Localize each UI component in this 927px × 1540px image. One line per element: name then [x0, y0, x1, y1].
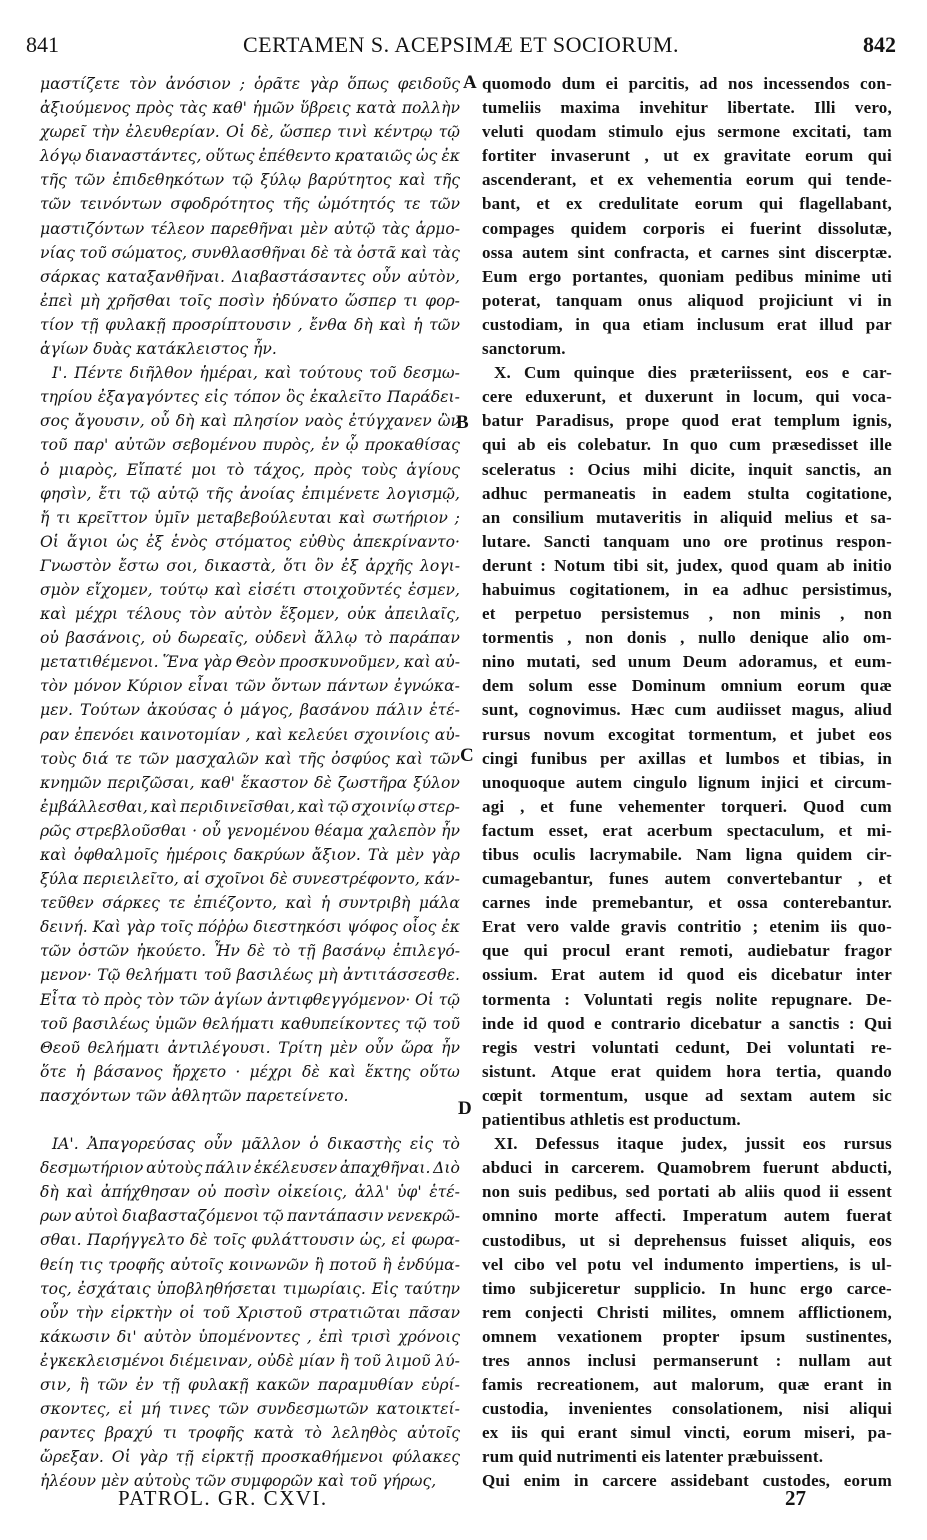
text-line: fortiter invaserunt , ut ex gravitate eorum qui — [482, 146, 892, 166]
text-line: omnem vexationem propter ipsum sustinentes, — [482, 1326, 892, 1346]
text-line: σος ἄγουσιν, οὗ δὴ καὶ πλησίον ναὸς ἐτύγχανεν ὢν — [40, 412, 460, 431]
text-line: habuimus cogitationem, in ea adhuc persistimus, — [482, 579, 892, 599]
text-line: ραν ἐπενόει καινοτομίαν , καὶ κελεύει σχοινίοις αὐ- — [40, 725, 460, 744]
text-line: Γνωστὸν ἔστω σοι, δικαστὰ, ὅτι ὃν ἐξ ἀρχῆς λογι- — [40, 556, 460, 575]
text-line: ex iis qui erant simul vincti, eorum miseri, pa- — [482, 1423, 892, 1443]
text-line: batur Paradisus, prope quod erat templum ignis, — [482, 411, 892, 431]
text-line: νίας τοῦ σώματος, συνθλασθῆναι δὲ τὰ ὀστᾶ καὶ τὰς — [40, 243, 460, 262]
text-line: ρων αὐτοὶ διαβασταζόμενοι τῷ παντάπασιν νενεκρῶ- — [40, 1207, 460, 1226]
text-line: cœpit tormentum, usque ad sextam autem sic — [482, 1085, 892, 1105]
text-line: cere eduxerunt, et duxerunt in locum, qui voca- — [482, 387, 892, 407]
text-line: adhuc permaneatis in eadem stulta cogitatione, — [482, 483, 892, 503]
text-line: veluti quodam stimulo ejus sermone excitati, tam — [482, 122, 892, 142]
text-line: custodibus, ut si deprehensus fuisset aliquis, eos — [482, 1230, 892, 1250]
text-line: θείη τις τροφῆς αὐτοῖς κοινωνῶν ἢ ποτοῦ ἢ ἐνδύμα- — [40, 1255, 460, 1274]
section-marker-b: B — [456, 412, 469, 433]
text-line: ὤρεξαν. Οἱ γὰρ τῇ εἱρκτῇ προσκαθήμενοι φύλακες — [40, 1448, 460, 1467]
text-line: regis vestri voluntati cedunt, Dei voluntati re- — [482, 1037, 892, 1057]
text-line: unoquoque autem cingulo lignum injici et circum- — [482, 772, 892, 792]
text-line: tumeliis maxima invehitur libertate. Illi vero, — [482, 98, 892, 118]
text-line: καὶ ὀφθαλμοῖς ἡμέροις δακρύων ἄξιον. Τὰ μὲν γὰρ — [40, 846, 460, 864]
text-line: carnes inde premebantur, et ossa conterebantur. — [482, 893, 892, 913]
text-line: Ι'. Πέντε διῆλθον ἡμέραι, καὶ τούτους τοῦ δεσμω- — [52, 364, 460, 383]
text-line: cingi funibus per axillas et lumbos et tibias, in — [482, 748, 892, 768]
text-line: timo subjiceretur supplicio. In hunc ergo carce- — [482, 1278, 892, 1298]
text-line: ἐγκεκλεισμένοι διέμειναν, οὐδὲ μίαν ἢ τοῦ λιμοῦ λύ- — [40, 1351, 460, 1370]
text-line: Οἱ ἅγιοι ὡς ἐξ ἑνὸς στόματος εὐθὺς ἀπεκρίναντο· — [40, 532, 460, 551]
text-line: ascenderant, et ex vehementia eorum qui tende- — [482, 170, 892, 190]
text-line: τῆς τῶν ἐπιδεθηκότων τῷ ξύλῳ βαρύτητος καὶ τῆς — [40, 171, 460, 190]
text-line: σκοντες, εἰ μή τινες τῶν συνδεσμωτῶν κατοικτεί- — [40, 1400, 460, 1419]
text-line: χωρεῖ τὴν ἐλευθερίαν. Οἱ δὲ, ὥσπερ τινὶ κέντρῳ τῷ — [40, 123, 460, 142]
text-line: rem conjecti Christi milites, omnem afflictionem, — [482, 1302, 892, 1322]
latin-text-column — [482, 72, 892, 1494]
text-line: factum esset, erat acerbum spectaculum, et mi- — [482, 820, 892, 840]
text-line: cumagebantur, funes autem convertebantur , et — [482, 869, 892, 889]
text-line: Qui enim in carcere assidebant custodes, eorum — [482, 1471, 892, 1491]
text-line: sanctorum. — [482, 339, 566, 359]
text-line: patientibus athletis est productum. — [482, 1110, 741, 1130]
text-line: τεῦθεν σάρκες τε ἐπιέζοντο, καὶ ἡ συντριβὴ μάλα — [40, 894, 460, 913]
text-line: σάρκας καταξανθῆναι. Διαβαστάσαντες οὖν αὐτὸν, — [40, 267, 460, 286]
text-line: κάκωσιν δι' αὐτὸν ὑπομένοντες , ἐπὶ τρισὶ χρόνοις — [40, 1327, 460, 1346]
text-line: οὖν τὴν εἱρκτὴν οἱ τοῦ Χριστοῦ στρατιῶται πᾶσαν — [40, 1303, 460, 1322]
text-line: rum quid nutrimenti eis latenter præbuissent. — [482, 1447, 824, 1467]
text-line: οὐ βασάνοις, οὐ δωρεαῖς, οὐδενὶ ἄλλῳ τὸ παράπαν — [40, 629, 460, 648]
text-line: ραντες βραχύ τι τροφῆς κατὰ τὸ λεληθὸς αὐτοῖς — [40, 1424, 460, 1443]
text-line: tormentis , non donis , nullo denique alio om- — [482, 628, 892, 648]
text-line: ὅτε ἡ βάσανος ἤρχετο · μέχρι δὲ καὶ ἕκτης οὕτω — [40, 1062, 460, 1081]
text-line: φησὶν, ἔτι τῷ αὐτῷ τῆς ἀνοίας ἐπιμένετε λογισμῷ, — [40, 484, 460, 503]
text-line: λόγῳ διαναστάντες, οὕτως ἐπέθεντο κραταιῶς ὡς ἐκ — [40, 147, 460, 166]
text-line: μαστιζόντων τέλεον παρεθῆναι μὲν αὐτῷ τὰς ἁρμο- — [40, 219, 460, 238]
text-line: ἠλέουν μὲν αὐτοὺς τῶν συμφορῶν καὶ τοῦ γήρως, — [40, 1472, 437, 1491]
greek-text-column — [40, 72, 460, 1493]
section-marker-d: D — [458, 1098, 472, 1119]
text-line: nino mutati, sed unum Deum adoramus, et eum- — [482, 652, 892, 672]
text-line: τῶν τεινόντων σφοδρότητος τῆς ὠμότητός τε τῶν — [40, 195, 460, 214]
text-line: abduci in carcerem. Quamobrem fuerunt abducti, — [482, 1158, 892, 1178]
paragraph-gap — [40, 1108, 460, 1132]
text-line: μενον· Τῷ θελήματι τοῦ βασιλέως μὴ ἀντιτάσσεσθε. — [40, 966, 460, 985]
signature-number: 27 — [785, 1486, 806, 1510]
text-line: X. Cum quinque dies præteriissent, eos e car- — [494, 363, 892, 383]
text-line: ΙΑ'. Ἀπαγορεύσας οὖν μᾶλλον ὁ δικαστὴς εἰς τὸ — [52, 1135, 460, 1154]
text-line: τίον τῇ φυλακῇ προσρίπτουσιν , ἔνθα δὴ καὶ ἡ τῶν — [40, 315, 460, 334]
section-marker-c: C — [460, 745, 474, 766]
text-line: ossa autem sint confracta, et carnes sint discerptæ. — [482, 242, 892, 262]
text-line: καὶ μέχρι τέλους τὸν αὐτὸν ἕξομεν, οὐκ ἀπειλαῖς, — [40, 605, 460, 624]
text-line: ἁγίων δυὰς κατάκλειστος ἦν. — [40, 340, 277, 359]
text-line: σμὸν εἴχομεν, τούτῳ καὶ εἰσέτι στοιχοῦντές ἐσμεν, — [40, 580, 460, 599]
text-line: σθαι. Παρήγγελτο δὲ τοῖς φυλάττουσιν ὡς, εἰ φωρα- — [40, 1231, 460, 1250]
text-line: τηρίου ἐξαγαγόντες εἰς τόπον ὃς ἐκαλεῖτο Παράδει- — [40, 388, 460, 407]
text-line: et perpetuo persistemus , non minis , non — [482, 604, 892, 624]
text-line: σιν, ἢ τῶν ἐν τῇ φυλακῇ κακῶν παραμυθίαν εὑρί- — [40, 1375, 460, 1394]
text-line: qui ab eis colebatur. In quo cum præsedisset ille — [482, 435, 892, 455]
page-header — [26, 32, 896, 62]
text-line: ἐπεὶ μὴ χρῆσθαι τοῖς ποσὶν ἠδύνατο ὥσπερ τι φορ- — [40, 291, 460, 310]
text-line: Εἶτα τὸ πρὸς τὸν τῶν ἁγίων ἀντιφθεγγόμενον· Οἱ τῷ — [40, 990, 460, 1009]
text-line: dem solum esse Dominum omnium eorum quæ — [482, 676, 892, 696]
text-line: δεσμωτήριον αὐτοὺς πάλιν ἐκέλευσεν ἀπαχθῆναι. Διὸ — [40, 1159, 460, 1178]
text-line: tres annos inclusi permanserunt : nullam aut — [482, 1350, 892, 1370]
text-line: μαστίζετε τὸν ἀνόσιον ; ὁρᾶτε γὰρ ὅπως φειδοῦς — [40, 75, 460, 93]
text-line: poterat, tanquam onus aliquod projiciunt vi in — [482, 290, 892, 310]
text-line: τοὺς διά τε τῶν μασχαλῶν καὶ τῆς ὀσφύος καὶ τῶν — [40, 749, 460, 768]
text-line: lutare. Sancti tanquam uno ore protinus respon- — [482, 531, 892, 551]
text-line: ὁ μιαρὸς, Εἴπατέ μοι τὸ τάχος, πρὸς τοὺς ἁγίους — [40, 460, 460, 479]
text-line: δεινή. Καὶ γὰρ τοῖς πόῤῥω διεστηκόσι ψόφος οἷος ἐκ — [40, 918, 460, 937]
text-line: agi , et fune vehementer torqueri. Quod cum — [482, 796, 892, 816]
text-line: Eum ergo portantes, quoniam pedibus minime uti — [482, 266, 892, 286]
left-column-number: 841 — [26, 32, 59, 57]
text-line: XI. Defessus itaque judex, jussit eos rursus — [494, 1134, 892, 1154]
text-line: τοῦ παρ' αὐτῶν σεβομένου πυρὸς, ἐν ᾧ προκαθίσας — [40, 436, 460, 455]
text-line: non suis pedibus, sed portati ab aliis quod ii essent — [482, 1182, 892, 1202]
text-line: δὴ καὶ ἀπήχθησαν οὐ ποσὶν οἰκείοις, ἀλλ' ὑφ' ἑτέ- — [40, 1183, 460, 1202]
text-line: inde id quod e contrario dicebatur a sanctis : Qui — [482, 1013, 892, 1033]
text-line: rursus novum excogitat tormentum, et jubet eos — [482, 724, 892, 744]
text-line: custodiam, in qua etiam inclusum erat illud par — [482, 314, 892, 334]
text-line: sceleratus : Ocius mihi dicite, inquit sanctis, an — [482, 459, 892, 479]
text-line: ἀξιούμενος πρὸς τὰς καθ' ἡμῶν ὕβρεις κατὰ πολλὴν — [40, 99, 460, 118]
text-line: κνημῶν περιζῶσαι, καθ' ἕκαστον δὲ ζωστῆρα ξύλον — [40, 773, 460, 792]
text-line: an consilium mutaveritis in aliquid melius et sa- — [482, 507, 892, 527]
text-line: Erat vero valde gravis contritio ; etenim iis quo- — [482, 917, 892, 937]
text-line: famis recreationem, aut malorum, quæ erant in — [482, 1375, 892, 1395]
text-line: ρῶς στρεβλοῦσθαι · οὗ γενομένου θέαμα χαλεπὸν ἦν — [40, 821, 460, 840]
text-line: τὸν μόνον Κύριον εἶναι τῶν ὄντων πάντων ἐγνώκα- — [40, 677, 460, 696]
text-line: sunt, cognovimus. Hæc cum audiisset magus, aliud — [482, 700, 892, 720]
text-line: τῶν ὀστῶν ἠκούετο. Ἦν δὲ τὸ τῇ βασάνῳ ἐπιλεγό- — [40, 942, 460, 961]
text-line: ossium. Erat autem id quod eis dicebatur inter — [482, 965, 892, 985]
text-line: τος, ἐσχάταις ὑποβληθήσεται τιμωρίαις. Εἰς ταύτην — [40, 1279, 460, 1298]
text-line: quomodo dum ei parcitis, ad nos incessendos con- — [482, 74, 892, 93]
text-line: que qui procul erant remoti, audiebatur fragor — [482, 941, 892, 961]
text-line: sistunt. Atque erat quidem hora tertia, quando — [482, 1061, 892, 1081]
text-line: ἤ τι κρεῖττον ὑμῖν μεταβεβούλευται καὶ σωτήριον ; — [40, 508, 460, 527]
text-line: compages quidem corporis ei fuerint dissolutæ, — [482, 218, 892, 238]
patrologia-footer: PATROL. GR. CXVI. — [118, 1486, 328, 1510]
text-line: custodia, invenientes consolationem, nisi aliqui — [482, 1399, 892, 1419]
section-marker-a: A — [463, 72, 477, 93]
text-line: ξύλα περιειλεῖτο, αἱ σχοῖνοι δὲ συνεστρέφοντο, κάν- — [40, 870, 460, 889]
text-line: τοῦ βασιλέως ὑμῶν θελήματι καθυπείκοντες τῷ τοῦ — [40, 1014, 460, 1033]
text-line: μετατιθέμενοι. Ἕνα γὰρ Θεὸν προσκυνοῦμεν, καὶ αὐ- — [40, 653, 460, 672]
text-line: derunt : Notum tibi sit, judex, quod quam ab initio — [482, 555, 892, 575]
text-line: vel cibo vel potu vel indumento impertiens, is ul- — [482, 1254, 892, 1274]
right-column-number: 842 — [863, 32, 896, 57]
text-line: omnino morte affecti. Imperatum autem fuerat — [482, 1206, 892, 1226]
text-line: tormenta : Voluntati regis nolite repugnare. De- — [482, 989, 892, 1009]
text-line: Θεοῦ θελήματι ἀντιλέγουσι. Τρίτη μὲν οὖν ὥρα ἦν — [40, 1038, 460, 1057]
text-line: μεν. Τούτων ἀκούσας ὁ μάγος, βασάνου πάλιν ἑτέ- — [40, 701, 460, 720]
text-line: ἐμβάλλεσθαι, καὶ περιδινεῖσθαι, καὶ τῷ σχοινίῳ στερ- — [40, 797, 460, 816]
text-line: bant, et ex credulitate eorum qui flagellabant, — [482, 194, 892, 214]
text-line: tibus oculis lacrymabile. Nam ligna quidem cir- — [482, 845, 892, 864]
text-line: πασχόντων τῶν ἀθλητῶν παρετείνετο. — [40, 1086, 349, 1105]
running-title: CERTAMEN S. ACEPSIMÆ ET SOCIORUM. — [243, 32, 679, 57]
